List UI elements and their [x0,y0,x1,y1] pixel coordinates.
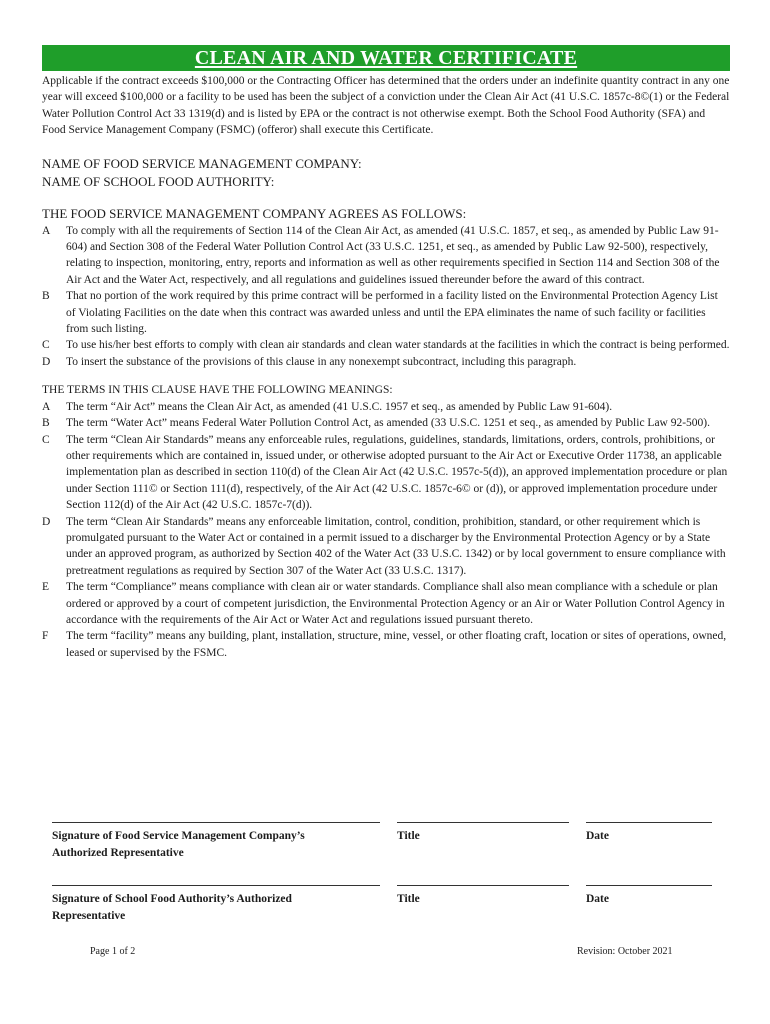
list-marker: A [42,400,51,413]
date-label: Date [586,830,609,842]
title-line[interactable] [397,885,569,886]
list-item [42,399,730,415]
list-text: The term “Clean Air Standards” means any enforceable rules, regulations, guidelines, standards, limitations, orders, controls, prohibitions, or other requirements which are contained in, issued under, or otherwise adopted pursuant to the Air Act or Executive Order 11738, an applicable implementation plan as described in section 110(d) of the Clean Air Act (42 U.S.C. 1957c-5(d)), an approved implementation procedure or plan under Section 111© or Section 111(d), respectively, of the Air Act (42 U.S.C. 1857c-6© or (d)), or approved implementation procedure under Section 112(d) of the Air Act (42 U.S.C. 1857c-7(d)). [66,433,728,512]
date-line[interactable] [586,885,712,886]
list-text: The term “facility” means any building, plant, installation, structure, mine, vessel, or other floating craft, location or sites of operations, owned, leased or supervised by the FSMC. [66,630,727,659]
list-text: The term “Clean Air Standards” means any enforceable limitation, control, condition, prohibition, standard, or other requirement which is promulgated pursuant to the Water Act or contained in a permit issued to a discharger by the Environmental Protection Agency or by a State under an approved program, as authorized by Section 402 of the Water Act (33 U.S.C. 1342) or by local government to ensure compliance with pretreatment regulations as required by Section 307 of the Water Act (33 U.S.C. 1317). [66,515,726,577]
terms-list [42,399,730,662]
list-item [42,415,730,431]
intro-paragraph: Applicable if the contract exceeds $100,000 or the Contracting Officer has determined that the orders under an indefinite quantity contract in any one year will exceed $100,000 or a facility to be used has been the subject of a conviction under the Clean Air Act (41 U.S.C. 1857c-8©(1) or the Federal Water Pollution Control Act 33 1319(d) and is listed by EPA or the contract is not otherwise exempt. Both the School Food Authority (SFA) and Food Service Management Company (FSMC) (offeror) shall execute this Certificate. [42,75,730,137]
sfa-signature-label: Signature of School Food Authority’s Authorized Representative [52,893,292,922]
title-label: Title [397,893,420,905]
list-marker: D [42,355,51,368]
title-label: Title [397,830,420,842]
fsmc-signature-block [52,822,712,861]
list-marker: D [42,515,51,528]
revision-date: Revision: October 2021 [577,946,673,957]
title-line[interactable] [397,822,569,823]
list-item [42,514,730,580]
date-line[interactable] [586,822,712,823]
list-marker: A [42,224,51,237]
list-item [42,354,730,370]
names-section [42,155,730,191]
signature-line[interactable] [52,885,380,886]
date-label: Date [586,893,609,905]
list-item [42,337,730,353]
list-text: The term “Air Act” means the Clean Air Act, as amended (41 U.S.C. 1957 et seq., as amended by Public Law 91-604). [66,400,613,413]
list-text: The term “Water Act” means Federal Water Pollution Control Act, as amended (33 U.S.C. 1251 et seq., as amended by Public Law 92-500). [66,417,711,430]
list-marker: C [42,339,50,352]
agreements-heading: THE FOOD SERVICE MANAGEMENT COMPANY AGREES AS FOLLOWS: [42,205,467,221]
list-marker: F [42,630,49,643]
title-banner [42,45,730,71]
sfa-name-label: NAME OF SCHOOL FOOD AUTHORITY: [42,173,275,189]
fsmc-signature-label: Signature of Food Service Management Company’s Authorized Representative [52,830,305,859]
list-item [42,628,730,661]
page-number: Page 1 of 2 [90,946,136,957]
list-text: To use his/her best efforts to comply with clean air standards and clean water standards at the facilities in which the contract is being performed. [66,339,730,352]
list-text: That no portion of the work required by this prime contract will be performed in a facility listed on the Environmental Protection Agency List of Violating Facilities on the date when this contract was awarded unless and until the EPA eliminates the name of such facility or facilities from such listing. [66,290,718,336]
sfa-signature-block [52,885,712,924]
terms-heading: THE TERMS IN THIS CLAUSE HAVE THE FOLLOWING MEANINGS: [42,384,393,397]
list-text: To insert the substance of the provisions of this clause in any nonexempt subcontract, including this paragraph. [66,355,577,368]
list-marker: E [42,581,50,594]
certificate-page [42,45,730,661]
list-item [42,432,730,514]
list-text: To comply with all the requirements of Section 114 of the Clean Air Act, as amended (41 U.S.C. 1857, et seq., as amended by Public Law 91-604) and Section 308 of the Federal Water Pollution Control Act (33 U.S.C. 1251, et seq., as amended by Public Law 92-500), respectively, relating to inspection, monitoring, entry, reports and information as well as other requirements specified in Section 114 and Section 308 of the Air Act and the Water Act, respectively, and all regulations and guidelines issued thereunder before the award of this contract. [66,224,720,286]
list-item [42,288,730,337]
list-marker: B [42,290,50,303]
fsmc-name-label: NAME OF FOOD SERVICE MANAGEMENT COMPANY: [42,155,362,171]
page-title: CLEAN AIR AND WATER CERTIFICATE [194,46,578,69]
list-item [42,223,730,289]
list-marker: B [42,417,50,430]
list-marker: C [42,433,50,446]
agreements-list [42,223,730,371]
list-item [42,579,730,628]
signature-line[interactable] [52,822,380,823]
list-text: The term “Compliance” means compliance with clean air or water standards. Compliance shall also mean compliance with a schedule or plan ordered or approved by a court of competent jurisdiction, the Environmental Protection Agency or an Air or Water Pollution Control Agency in accordance with the requirements of the Air Act or Water Act and regulations issued pursuant thereto. [66,581,725,626]
